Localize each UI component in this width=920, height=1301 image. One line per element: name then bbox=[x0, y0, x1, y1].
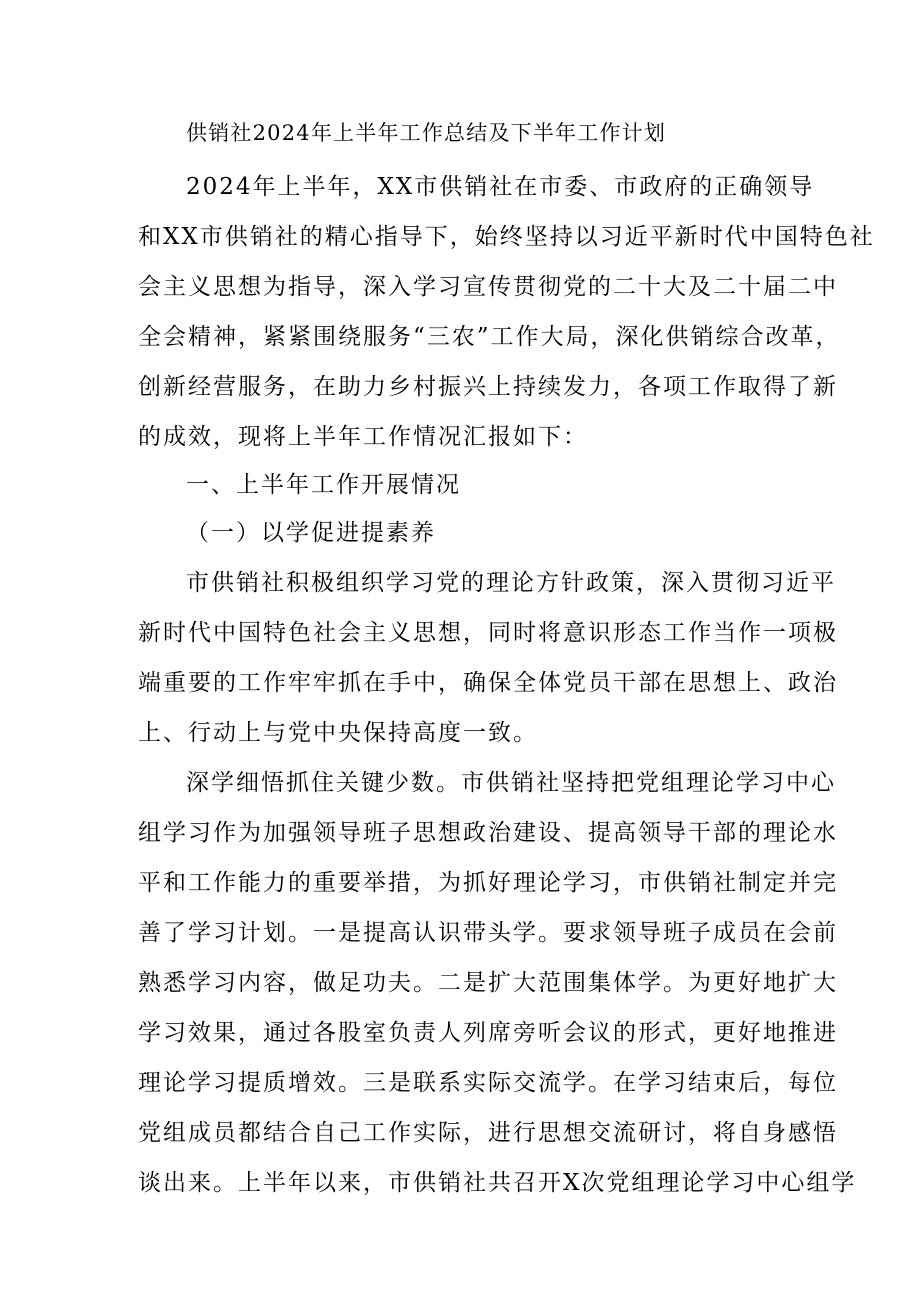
paragraph-line: 2024年上半年，XX市供销社在市委、市政府的正确领导 bbox=[186, 174, 815, 200]
paragraph-line: 市供销社积极组织学习党的理论方针政策，深入贯彻习近平 bbox=[186, 570, 836, 596]
paragraph-line: 全会精神，紧紧围绕服务“三农”工作大局，深化供销综合改革， bbox=[138, 324, 841, 350]
section-heading: 一、上半年工作开展情况 bbox=[186, 472, 461, 498]
paragraph-line: 熟悉学习内容，做足功夫。二是扩大范围集体学。为更好地扩大 bbox=[138, 970, 838, 996]
paragraph-line: 创新经营服务，在助力乡村振兴上持续发力，各项工作取得了新 bbox=[138, 374, 838, 400]
paragraph-line: 党组成员都结合自己工作实际，进行思想交流研讨，将自身感悟 bbox=[138, 1120, 838, 1146]
paragraph-line: 学习效果，通过各股室负责人列席旁听会议的形式，更好地推进 bbox=[138, 1020, 838, 1046]
subsection-heading: （一）以学促进提素养 bbox=[186, 520, 436, 546]
paragraph-line: 上、行动上与党中央保持高度一致。 bbox=[138, 720, 538, 746]
paragraph-line: 组学习作为加强领导班子思想政治建设、提高领导干部的理论水 bbox=[138, 820, 838, 846]
paragraph-line: 新时代中国特色社会主义思想，同时将意识形态工作当作一项极 bbox=[138, 620, 838, 646]
paragraph-line: 理论学习提质增效。三是联系实际交流学。在学习结束后，每位 bbox=[138, 1070, 838, 1096]
paragraph-line: 平和工作能力的重要举措，为抓好理论学习，市供销社制定并完 bbox=[138, 870, 838, 896]
paragraph-line: 谈出来。上半年以来，市供销社共召开X次党组理论学习中心组学 bbox=[138, 1170, 857, 1196]
paragraph-line: 的成效，现将上半年工作情况汇报如下： bbox=[138, 424, 588, 450]
paragraph-line: 深学细悟抓住关键少数。市供销社坚持把党组理论学习中心 bbox=[186, 770, 836, 796]
document-title: 供销社2024年上半年工作总结及下半年工作计划 bbox=[186, 121, 667, 145]
paragraph-line: 会主义思想为指导，深入学习宣传贯彻党的二十大及二十届二中 bbox=[138, 274, 838, 300]
paragraph-line: 端重要的工作牢牢抓在手中，确保全体党员干部在思想上、政治 bbox=[138, 670, 838, 696]
paragraph-line: 和XX市供销社的精心指导下，始终坚持以习近平新时代中国特色社 bbox=[138, 224, 875, 250]
paragraph-line: 善了学习计划。一是提高认识带头学。要求领导班子成员在会前 bbox=[138, 920, 838, 946]
